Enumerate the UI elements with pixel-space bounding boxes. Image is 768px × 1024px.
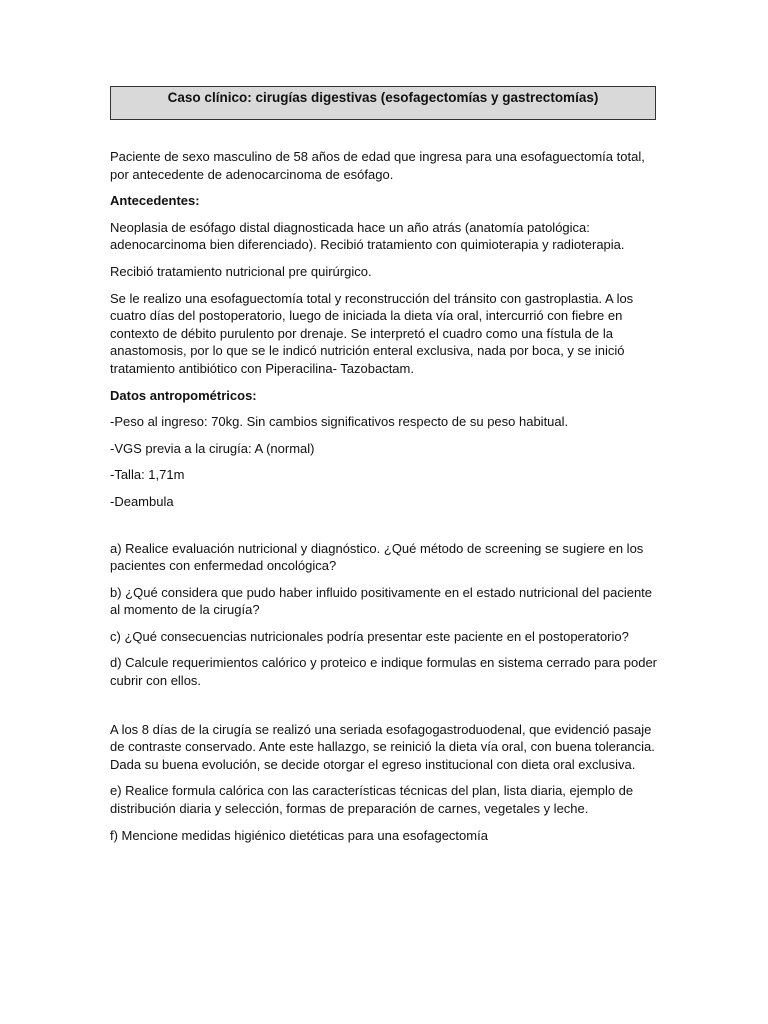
antecedentes-paragraph-1: Neoplasia de esófago distal diagnosticada hace un año atrás (anatomía patológica: adenocarcinoma bien diferenciado). Recibió tratamiento con quimioterapia y radioterapia. — [110, 219, 625, 253]
question-d: d) Calcule requerimientos calórico y proteico e indique formulas en sistema cerrado para poder cubrir con ellos. — [110, 655, 657, 689]
datos-item-deambula: -Deambula — [110, 493, 174, 509]
question-c: c) ¿Qué consecuencias nutricionales podría presentar este paciente en el postoperatorio? — [110, 628, 629, 644]
antecedentes-heading: Antecedentes: — [110, 193, 200, 209]
spacer — [110, 699, 660, 721]
datos-item-peso: -Peso al ingreso: 70kg. Sin cambios significativos respecto de su peso habitual. — [110, 414, 569, 430]
question-e: e) Realice formula calórica con las características técnicas del plan, lista diaria, ejemplo de distribución diaria y selección, formas de preparación de carnes, vegetales y leche. — [110, 783, 634, 817]
document-body — [110, 148, 660, 853]
question-f: f) Mencione medidas higiénico dietéticas para una esofagectomía — [110, 827, 488, 843]
document-title: Caso clínico: cirugías digestivas (esofagectomías y gastrectomías) — [110, 86, 656, 120]
followup-paragraph: A los 8 días de la cirugía se realizó una seriada esofagogastroduodenal, que evidenció pasaje de contraste conservado. Ante este hallazgo, se reinició la dieta vía oral, con buena tolerancia. Dada su buena evolución, se decide otorgar el egreso institucional con dieta oral exclusiva. — [110, 721, 655, 772]
question-b: b) ¿Qué considera que pudo haber influido positivamente en el estado nutricional del paciente al momento de la cirugía? — [110, 584, 653, 618]
antecedentes-paragraph-2: Recibió tratamiento nutricional pre quirúrgico. — [110, 263, 372, 279]
datos-item-vgs: -VGS previa a la cirugía: A (normal) — [110, 440, 315, 456]
intro-paragraph: Paciente de sexo masculino de 58 años de edad que ingresa para una esofaguectomía total, por antecedente de adenocarcinoma de esófago. — [110, 149, 645, 182]
datos-heading: Datos antropométricos: — [110, 387, 257, 403]
question-a: a) Realice evaluación nutricional y diagnóstico. ¿Qué método de screening se sugiere en los pacientes con enfermedad oncológica? — [110, 540, 644, 574]
antecedentes-paragraph-3: Se le realizo una esofaguectomía total y reconstrucción del tránsito con gastroplastia. A los cuatro días del postoperatorio, luego de iniciada la dieta vía oral, intercurrió con fiebre en contexto de débito purulento por drenaje. Se interpretó el cuadro como una fístula de la anastomosis, por lo que se le indicó nutrición enteral exclusiva, nada por boca, y se inició tratamiento antibiótico con Piperacilina- Tazobactam. — [110, 290, 634, 376]
spacer — [110, 520, 660, 540]
datos-item-talla: -Talla: 1,71m — [110, 467, 185, 483]
